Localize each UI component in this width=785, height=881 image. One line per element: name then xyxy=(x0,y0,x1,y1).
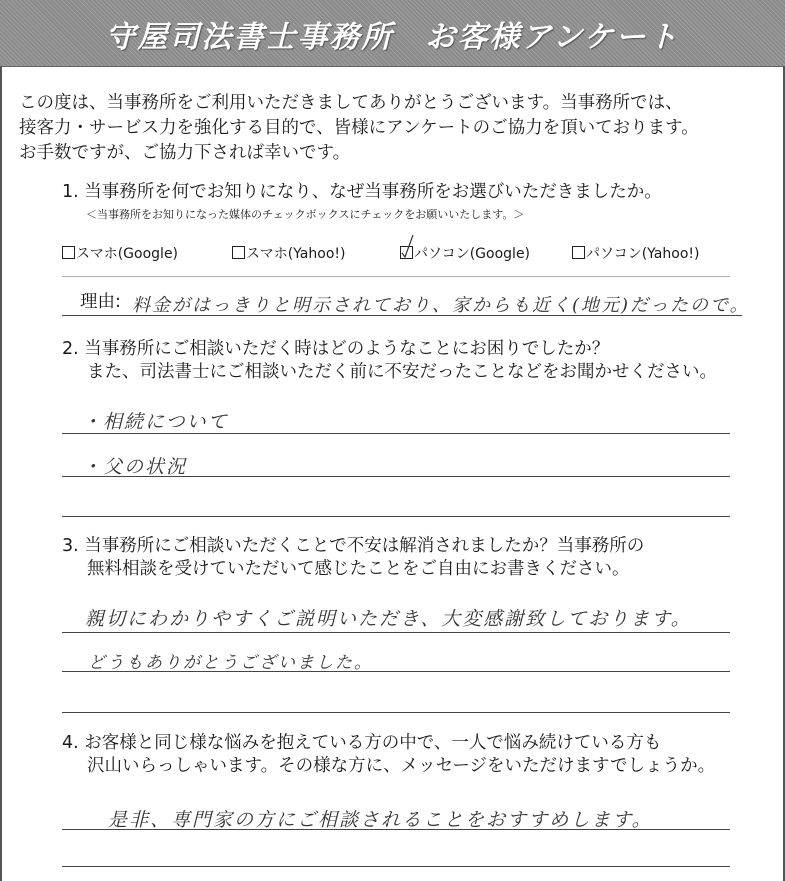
survey-header xyxy=(0,0,785,67)
option-label: スマホ(Yahoo!) xyxy=(246,246,346,262)
question-4 xyxy=(62,732,715,778)
question-3-line: 無料相談を受けていただいて感じたことをご自由にお書きください。 xyxy=(87,559,630,579)
question-3 xyxy=(62,535,644,581)
question-2-line: 2. 当事務所にご相談いただく時はどのようなことにお困りでしたか？ xyxy=(62,339,610,359)
intro-line: この度は、当事務所をご利用いただきましてありがとうございます。当事務所では、 xyxy=(19,93,683,113)
intro-text xyxy=(19,91,779,166)
option-smartphone-yahoo[interactable] xyxy=(232,243,345,263)
answer-line xyxy=(62,671,730,672)
option-label: パソコン(Google) xyxy=(414,246,531,262)
intro-line: 接客力・サービス力を強化する目的で、皆様にアンケートのご協力を頂いております。 xyxy=(19,118,699,138)
check-mark-icon xyxy=(399,233,415,259)
option-pc-google[interactable] xyxy=(400,243,530,263)
answer-line xyxy=(62,433,730,434)
answer-line xyxy=(62,866,730,867)
answer-line xyxy=(62,829,730,830)
question-1 xyxy=(62,181,662,204)
option-smartphone-google[interactable] xyxy=(62,243,178,263)
checkbox-checked[interactable] xyxy=(400,246,413,259)
question-4-line: 沢山いらっしゃいます。その様な方に、メッセージをいただけますでしょうか。 xyxy=(87,756,716,776)
handwritten-answer: どうもありがとうございました。 xyxy=(88,653,373,673)
answer-line xyxy=(62,315,742,316)
reason-label: 理由: xyxy=(80,292,121,312)
checkbox[interactable] xyxy=(232,246,245,259)
question-2 xyxy=(62,338,717,384)
question-3-line: 3. 当事務所にご相談いただくことで不安は解消されましたか？当事務所の xyxy=(62,536,645,556)
option-label: スマホ(Google) xyxy=(76,246,179,262)
question-4-line: 4. お客様と同じ様な悩みを抱えている方の中で、一人で悩み続けている方も xyxy=(62,733,662,753)
survey-title: 守屋司法書士事務所 お客様アンケート xyxy=(105,20,680,55)
handwritten-answer: ・父の状況 xyxy=(82,456,188,478)
media-options xyxy=(62,243,742,267)
handwritten-answer: 料金がはっきりと明示されており、家からも近く(地元)だったので。 xyxy=(132,295,750,316)
handwritten-answer: 親切にわかりやすくご説明いただき、大変感謝致しております。 xyxy=(85,608,692,630)
checkbox[interactable] xyxy=(572,246,585,259)
question-1-note: ＜当事務所をお知りになった媒体のチェックボックスにチェックをお願いいたします。＞ xyxy=(86,208,525,221)
question-1-text: 1. 当事務所を何でお知りになり、なぜ当事務所をお選びいただきましたか。 xyxy=(62,182,662,202)
divider xyxy=(62,276,730,277)
answer-line xyxy=(62,516,730,517)
answer-line xyxy=(62,712,730,713)
intro-line: お手数ですが、ご協力下されば幸いです。 xyxy=(19,143,351,163)
answer-line xyxy=(62,476,730,477)
option-label: パソコン(Yahoo!) xyxy=(586,246,700,262)
answer-line xyxy=(62,632,730,633)
checkbox[interactable] xyxy=(62,246,75,259)
handwritten-answer: ・相続について xyxy=(82,411,229,433)
handwritten-answer: 是非、専門家の方にご相談されることをおすすめします。 xyxy=(108,809,653,831)
question-2-line: また、司法書士にご相談いただく前に不安だったことなどをお聞かせください。 xyxy=(87,362,717,382)
option-pc-yahoo[interactable] xyxy=(572,243,699,263)
